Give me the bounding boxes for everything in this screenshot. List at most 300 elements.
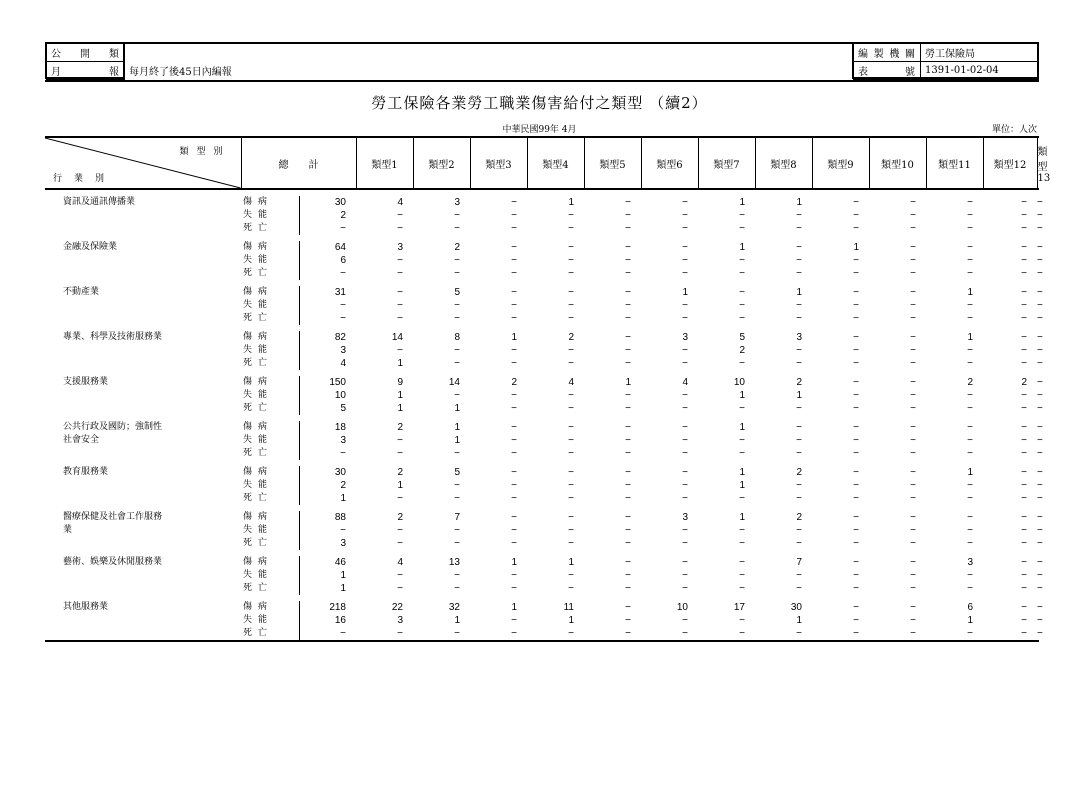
type-13-cell: − — [1037, 570, 1043, 581]
type-5-cell: − — [625, 390, 631, 401]
table-row — [45, 344, 1039, 357]
type-8-cell: 3 — [796, 332, 802, 343]
type-12-cell: − — [1021, 345, 1027, 356]
type-5-cell: − — [625, 197, 631, 208]
type-2-cell: 1 — [454, 403, 460, 414]
severity-label: 失能 — [243, 255, 274, 265]
type-3-cell: − — [511, 255, 517, 266]
type-6-cell: − — [682, 300, 688, 311]
total-cell: 18 — [299, 421, 356, 434]
type-10-cell: − — [910, 602, 916, 613]
total-cell: 1 — [299, 492, 356, 505]
stub-header — [45, 137, 241, 189]
header-rule — [45, 80, 1039, 82]
type-12-cell: − — [1021, 538, 1027, 549]
type-6-cell: 1 — [682, 287, 688, 298]
type-2-cell: − — [454, 493, 460, 504]
type-10-cell: − — [910, 525, 916, 536]
type-13-cell: − — [1037, 197, 1043, 208]
industry-name — [45, 267, 241, 280]
type-1-cell: 2 — [397, 512, 403, 523]
type-1-cell: − — [356, 627, 413, 641]
table-row — [45, 299, 1039, 312]
type-9-cell: − — [853, 332, 859, 343]
severity-label: 傷病 — [243, 332, 274, 342]
severity-label: 傷病 — [243, 242, 274, 252]
type-10-cell: − — [910, 332, 916, 343]
type-9-cell: − — [853, 435, 859, 446]
type-5-cell: − — [625, 435, 631, 446]
type-13-cell: − — [1037, 602, 1043, 613]
type-13-cell: − — [1037, 255, 1043, 266]
severity-label: 死亡 — [243, 403, 274, 413]
table-row — [45, 556, 1039, 569]
table-row — [45, 196, 1039, 209]
type-5-cell: − — [625, 512, 631, 523]
industry-name — [45, 447, 241, 460]
industry-name: 教育服務業 — [63, 467, 109, 477]
type-5-cell: − — [625, 615, 631, 626]
industry-name: 不動產業 — [63, 287, 100, 297]
industry-name — [45, 357, 241, 370]
type-10-cell: − — [910, 358, 916, 369]
type-1-cell: − — [397, 255, 403, 266]
type-4-cell: − — [568, 583, 574, 594]
table-row — [45, 376, 1039, 389]
type-2-cell: 7 — [454, 512, 460, 523]
type-5-cell: − — [625, 255, 631, 266]
type-4-cell: 1 — [568, 557, 574, 568]
type-3-cell: − — [511, 403, 517, 414]
type-6-cell: 4 — [682, 377, 688, 388]
type-3-cell: − — [511, 435, 517, 446]
type-12-cell: − — [1021, 422, 1027, 433]
type-2-cell: − — [454, 313, 460, 324]
industry-name — [45, 209, 241, 222]
meta-key-agency: 編製機關 — [854, 44, 921, 62]
meta-value-table-no: 1391-01-02-04 — [921, 62, 1039, 80]
total-cell: − — [299, 267, 356, 280]
type-12-cell: − — [1021, 300, 1027, 311]
type-2-cell: 3 — [454, 197, 460, 208]
type-6-cell: − — [682, 480, 688, 491]
type-3-cell: − — [511, 538, 517, 549]
industry-name: 其他服務業 — [63, 602, 109, 612]
type-9-cell: − — [853, 345, 859, 356]
type-7-cell: − — [739, 223, 745, 234]
type-11-cell: − — [967, 313, 973, 324]
table-row — [45, 421, 1039, 434]
type-3-cell: − — [511, 525, 517, 536]
type-7-cell: − — [739, 448, 745, 459]
type-6-cell: − — [682, 570, 688, 581]
type-3-cell: − — [511, 358, 517, 369]
type-10-cell: − — [869, 627, 926, 641]
table-row — [45, 569, 1039, 582]
type-9-cell: − — [853, 223, 859, 234]
type-7-cell: − — [739, 287, 745, 298]
type-9-cell: − — [853, 390, 859, 401]
type-11-cell: 1 — [967, 615, 973, 626]
type-8-cell: − — [796, 538, 802, 549]
type-12-cell: − — [1021, 197, 1027, 208]
type-13-cell: − — [1037, 358, 1043, 369]
type-9-cell: − — [853, 493, 859, 504]
type-12-cell: − — [1021, 448, 1027, 459]
type-6-cell: − — [682, 493, 688, 504]
type-5-cell: − — [625, 300, 631, 311]
type-11-cell: 2 — [967, 377, 973, 388]
type-12-cell: 2 — [1021, 377, 1027, 388]
total-cell: 30 — [299, 466, 356, 479]
table-row — [45, 447, 1039, 460]
table-row — [45, 511, 1039, 524]
type-4-cell: − — [568, 390, 574, 401]
type-7-cell: − — [739, 268, 745, 279]
severity-label: 死亡 — [243, 268, 274, 278]
type-9-cell: − — [812, 627, 869, 641]
type-2-cell: − — [454, 448, 460, 459]
type-2-cell: 1 — [454, 422, 460, 433]
type-9-cell: − — [853, 602, 859, 613]
type-7-cell: 1 — [739, 197, 745, 208]
type-5-cell: 1 — [625, 377, 631, 388]
type-8-cell: − — [796, 448, 802, 459]
type-6-cell: − — [682, 448, 688, 459]
severity-label: 死亡 — [243, 538, 274, 548]
type-6-cell: − — [682, 255, 688, 266]
type-5-cell: − — [625, 403, 631, 414]
type-10-cell: − — [910, 403, 916, 414]
type-12-cell: − — [1021, 287, 1027, 298]
table-row — [45, 492, 1039, 505]
type-7-cell: − — [739, 493, 745, 504]
total-cell: 6 — [299, 254, 356, 267]
type-13-cell: − — [1037, 480, 1043, 491]
industry-name-text: 醫療保健及社會工作服務 業 — [63, 512, 163, 535]
type-3-cell: − — [511, 300, 517, 311]
severity-label: 失能 — [243, 525, 274, 535]
type-6-cell: − — [682, 197, 688, 208]
type-9-cell: − — [853, 268, 859, 279]
type-2-cell: 2 — [454, 242, 460, 253]
type-11-cell: 6 — [967, 602, 973, 613]
col-type-10: 類型10 — [869, 137, 926, 189]
industry-name: 專業、科學及技術服務業 — [63, 332, 163, 342]
type-4-cell: 2 — [568, 332, 574, 343]
type-12-cell: − — [1021, 557, 1027, 568]
type-12-cell: − — [1021, 570, 1027, 581]
type-3-cell: − — [511, 223, 517, 234]
type-10-cell: − — [910, 223, 916, 234]
industry-name — [45, 421, 241, 445]
type-3-cell: − — [511, 512, 517, 523]
type-1-cell: 22 — [391, 602, 403, 613]
type-2-cell: 5 — [454, 287, 460, 298]
type-2-cell: − — [413, 627, 470, 641]
type-8-cell: − — [796, 570, 802, 581]
type-9-cell: 1 — [853, 242, 859, 253]
type-11-cell: − — [967, 223, 973, 234]
spacer-row — [45, 189, 1039, 196]
type-1-cell: 2 — [397, 422, 403, 433]
table-row — [45, 601, 1039, 614]
type-1-cell: 9 — [397, 377, 403, 388]
table-row — [45, 479, 1039, 492]
meta-right-box — [853, 43, 1039, 80]
type-9-cell: − — [853, 422, 859, 433]
type-10-cell: − — [910, 268, 916, 279]
type-5-cell: − — [625, 422, 631, 433]
type-5-cell: − — [625, 287, 631, 298]
severity-label: 傷病 — [243, 197, 274, 207]
total-cell: − — [299, 627, 356, 641]
industry-name: 藝術、娛樂及休閒服務業 — [63, 557, 163, 567]
type-13-cell: − — [1037, 512, 1043, 523]
type-7-cell: 5 — [739, 332, 745, 343]
type-6-cell: − — [682, 268, 688, 279]
type-13-cell: − — [1037, 242, 1043, 253]
table-row — [45, 222, 1039, 235]
type-7-cell: 2 — [739, 345, 745, 356]
type-10-cell: − — [910, 448, 916, 459]
table-row — [45, 254, 1039, 267]
type-7-cell: − — [739, 557, 745, 568]
type-2-cell: 5 — [454, 467, 460, 478]
type-12-cell: − — [1021, 223, 1027, 234]
total-cell: 3 — [299, 434, 356, 447]
type-1-cell: − — [397, 493, 403, 504]
industry-name — [45, 312, 241, 325]
type-5-cell: − — [625, 602, 631, 613]
type-6-cell: − — [641, 627, 698, 641]
type-4-cell: − — [568, 480, 574, 491]
type-9-cell: − — [853, 525, 859, 536]
table-row — [45, 209, 1039, 222]
type-11-cell: − — [967, 538, 973, 549]
type-9-cell: − — [853, 300, 859, 311]
type-8-cell: − — [796, 210, 802, 221]
type-7-cell: − — [739, 435, 745, 446]
type-3-cell: 1 — [511, 557, 517, 568]
severity-label: 死亡 — [243, 583, 274, 593]
type-9-cell: − — [853, 210, 859, 221]
industry-name — [45, 402, 241, 415]
industry-name — [45, 299, 241, 312]
col-type-6: 類型6 — [641, 137, 698, 189]
type-7-cell: − — [739, 570, 745, 581]
type-12-cell: − — [1021, 358, 1027, 369]
type-4-cell: − — [568, 287, 574, 298]
type-6-cell: − — [682, 435, 688, 446]
industry-name — [45, 492, 241, 505]
type-6-cell: 3 — [682, 332, 688, 343]
type-4-cell: − — [568, 300, 574, 311]
total-cell: 1 — [299, 582, 356, 595]
industry-name — [45, 511, 241, 535]
type-8-cell: − — [755, 627, 812, 641]
total-cell: 4 — [299, 357, 356, 370]
type-13-cell: − — [1037, 583, 1043, 594]
type-12-cell: − — [1021, 583, 1027, 594]
type-6-cell: − — [682, 345, 688, 356]
type-8-cell: 1 — [796, 615, 802, 626]
type-8-cell: − — [796, 255, 802, 266]
type-1-cell: 1 — [397, 403, 403, 414]
type-10-cell: − — [910, 197, 916, 208]
type-3-cell: − — [511, 480, 517, 491]
type-4-cell: − — [527, 627, 584, 641]
type-6-cell: 10 — [676, 602, 688, 613]
type-4-cell: 4 — [568, 377, 574, 388]
type-13-cell: − — [1037, 345, 1043, 356]
type-11-cell: − — [967, 435, 973, 446]
type-9-cell: − — [853, 570, 859, 581]
table-row — [45, 627, 1039, 641]
type-5-cell: − — [625, 525, 631, 536]
type-5-cell: − — [625, 538, 631, 549]
col-type-2: 類型2 — [413, 137, 470, 189]
report-period: 中華民國99年 4月 — [502, 125, 577, 135]
type-12-cell: − — [1021, 210, 1027, 221]
type-10-cell: − — [910, 512, 916, 523]
type-11-cell: − — [967, 480, 973, 491]
type-8-cell: − — [796, 480, 802, 491]
type-1-cell: 3 — [397, 615, 403, 626]
severity-label: 傷病 — [243, 512, 274, 522]
severity-label: 傷病 — [243, 467, 274, 477]
type-1-cell: 3 — [397, 242, 403, 253]
type-5-cell: − — [625, 493, 631, 504]
type-3-cell: 2 — [511, 377, 517, 388]
type-8-cell: 2 — [796, 467, 802, 478]
table-row — [45, 357, 1039, 370]
type-7-cell: − — [739, 403, 745, 414]
type-5-cell: − — [625, 480, 631, 491]
type-12-cell: − — [1021, 615, 1027, 626]
type-9-cell: − — [853, 467, 859, 478]
type-13-cell: − — [1037, 467, 1043, 478]
type-4-cell: − — [568, 538, 574, 549]
type-9-cell: − — [853, 512, 859, 523]
type-1-cell: − — [397, 210, 403, 221]
type-4-cell: − — [568, 422, 574, 433]
type-1-cell: 4 — [397, 557, 403, 568]
severity-label: 傷病 — [243, 602, 274, 612]
type-3-cell: − — [511, 197, 517, 208]
type-9-cell: − — [853, 313, 859, 324]
type-12-cell: − — [983, 627, 1037, 641]
type-1-cell: − — [397, 525, 403, 536]
type-7-cell: − — [739, 525, 745, 536]
industry-name — [45, 582, 241, 595]
type-11-cell: − — [967, 422, 973, 433]
type-5-cell: − — [625, 223, 631, 234]
type-10-cell: − — [910, 480, 916, 491]
table-row — [45, 434, 1039, 447]
col-type-7: 類型7 — [698, 137, 755, 189]
type-4-cell: − — [568, 435, 574, 446]
total-cell: − — [299, 299, 356, 312]
type-10-cell: − — [910, 422, 916, 433]
type-4-cell: − — [568, 525, 574, 536]
type-10-cell: − — [910, 300, 916, 311]
type-11-cell: − — [967, 525, 973, 536]
type-12-cell: − — [1021, 493, 1027, 504]
type-4-cell: − — [568, 268, 574, 279]
type-9-cell: − — [853, 448, 859, 459]
type-1-cell: 4 — [397, 197, 403, 208]
severity-label: 失能 — [243, 390, 274, 400]
table-row — [45, 267, 1039, 280]
type-13-cell: − — [1037, 435, 1043, 446]
severity-label: 失能 — [243, 210, 274, 220]
type-6-cell: − — [682, 583, 688, 594]
type-5-cell: − — [625, 448, 631, 459]
type-3-cell: − — [511, 467, 517, 478]
meta-value-report: 每月終了後45日內編報 — [125, 62, 254, 80]
type-2-cell: − — [454, 223, 460, 234]
total-cell: 150 — [299, 376, 356, 389]
industry-name-text: 公共行政及國防；強制性 社會安全 — [63, 422, 163, 445]
type-8-cell: 2 — [796, 512, 802, 523]
type-4-cell: − — [568, 512, 574, 523]
type-12-cell: − — [1021, 467, 1027, 478]
type-8-cell: − — [796, 525, 802, 536]
industry-name — [45, 344, 241, 357]
type-8-cell: 1 — [796, 287, 802, 298]
type-4-cell: − — [568, 358, 574, 369]
col-type-9: 類型9 — [812, 137, 869, 189]
industry-name — [45, 254, 241, 267]
type-10-cell: − — [910, 255, 916, 266]
type-1-cell: − — [397, 287, 403, 298]
industry-name — [45, 479, 241, 492]
type-4-cell: − — [568, 210, 574, 221]
type-6-cell: − — [682, 210, 688, 221]
col-type-1: 類型1 — [356, 137, 413, 189]
type-2-cell: − — [454, 210, 460, 221]
table-row — [45, 312, 1039, 325]
severity-label: 死亡 — [243, 358, 274, 368]
industry-name — [45, 569, 241, 582]
type-5-cell: − — [584, 627, 641, 641]
type-11-cell: − — [967, 493, 973, 504]
type-3-cell: − — [511, 210, 517, 221]
type-3-cell: − — [470, 627, 527, 641]
type-1-cell: − — [397, 448, 403, 459]
unit-label: 單位：人次 — [991, 125, 1037, 135]
page-title: 勞工保險各業勞工職業傷害給付之類型 （續2） — [371, 94, 708, 112]
type-11-cell: − — [967, 242, 973, 253]
type-2-cell: − — [454, 300, 460, 311]
type-12-cell: − — [1021, 435, 1027, 446]
type-13-cell: − — [1037, 377, 1043, 388]
severity-label: 失能 — [243, 300, 274, 310]
type-2-cell: − — [454, 390, 460, 401]
type-2-cell: − — [454, 570, 460, 581]
type-2-cell: − — [454, 268, 460, 279]
type-8-cell: − — [796, 493, 802, 504]
total-cell: 3 — [299, 344, 356, 357]
total-cell: 218 — [299, 601, 356, 614]
severity-label: 失能 — [243, 480, 274, 490]
type-7-cell: 1 — [739, 467, 745, 478]
type-2-cell: 13 — [448, 557, 460, 568]
total-cell: − — [299, 524, 356, 537]
total-cell: 88 — [299, 511, 356, 524]
type-9-cell: − — [853, 197, 859, 208]
